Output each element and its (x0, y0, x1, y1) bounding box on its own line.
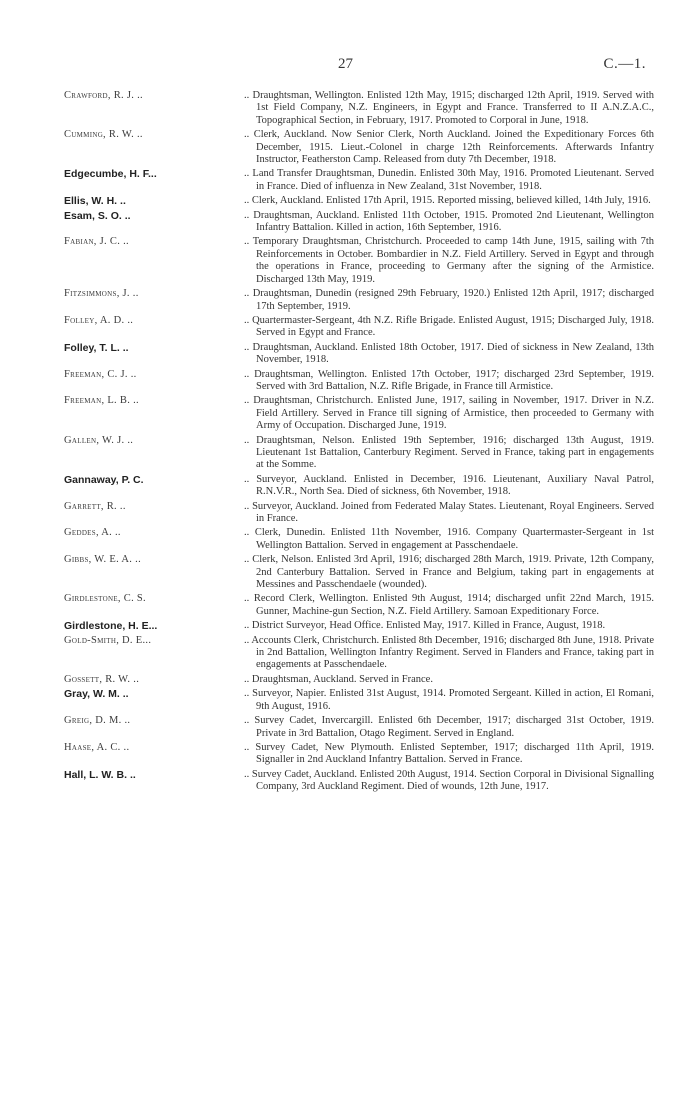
entry-name: Gossett, R. W. .. (64, 673, 140, 685)
entry-name: Gibbs, W. E. A. .. (64, 554, 141, 566)
list-item (64, 674, 654, 686)
entry-description: .. Draughtsman, Nelson. Enlisted 19th September, 1916; discharged 13th August, 1919. Lieutenant 1st Battalion, Canterbury Regiment. Served in France, taking part in engagements at the Somme. (244, 434, 654, 471)
list-item (64, 395, 654, 432)
entry-name: Greig, D. M. .. (64, 715, 131, 727)
entry-description: .. Survey Cadet, New Plymouth. Enlisted September, 1917; discharged 11th April, 1919. Signaller in 2nd Auckland Infantry Battalion. Served in France. (244, 741, 654, 766)
entry-description: .. Surveyor, Auckland. Joined from Federated Malay States. Lieutenant, Royal Engineers. Served in France. (244, 500, 654, 524)
list-item (64, 742, 654, 767)
entry-description: .. Quartermaster-Sergeant, 4th N.Z. Rifle Brigade. Enlisted August, 1915; Discharged July, 1918. Served in Egypt and France. (244, 314, 654, 339)
entry-name: Fitzsimmons, J. .. (64, 288, 139, 300)
entry-description: .. Clerk, Auckland. Now Senior Clerk, North Auckland. Joined the Expeditionary Forces 6th December, 1915. Lieut.-Colonel in charge 12th Reinforcements. Afterwards Infantry Instructor, Featherston Camp. Released from duty 7th December, 1918. (244, 129, 654, 166)
entry-description: .. Draughtsman, Christchurch. Enlisted June, 1917, sailing in November, 1917. Driver in N.Z. Field Artillery. Served in France till signing of Armistice, then proceeded to Germany with Army of Occupation. Discharged June, 1919. (244, 395, 654, 432)
entry-description: .. Clerk, Auckland. Enlisted 17th April, 1915. Reported missing, believed killed, 14th July, 1916. (244, 195, 651, 207)
entry-name: Edgecumbe, H. F... (64, 168, 157, 181)
entry-name: Folley, T. L. .. (64, 341, 129, 354)
list-item (64, 168, 654, 193)
entry-description: .. Survey Cadet, Auckland. Enlisted 20th August, 1914. Section Corporal in Divisional Signalling Company, 3rd Auckland Regiment. Died of wounds, 12th June, 1917. (244, 768, 654, 793)
list-item (64, 620, 654, 632)
entry-name: Hall, L. W. B. .. (64, 768, 136, 781)
entry-name: Crawford, R. J. .. (64, 90, 143, 101)
entry-description: .. Clerk, Dunedin. Enlisted 11th November, 1916. Company Quartermaster-Sergeant in 1st Wellington Battalion. Served in engagement at Passchendaele. (244, 527, 654, 551)
entry-name: Esam, S. O. .. (64, 209, 131, 222)
entry-name: Haase, A. C. .. (64, 741, 130, 753)
entry-name: Geddes, A. .. (64, 527, 121, 539)
list-item (64, 474, 654, 499)
list-item (64, 210, 654, 235)
list-item (64, 501, 654, 526)
entry-description: .. Draughtsman, Auckland. Enlisted 18th October, 1917. Died of sickness in New Zealand, 13th November, 1918. (244, 341, 654, 366)
list-item (64, 315, 654, 340)
entry-description: .. Draughtsman, Auckland. Served in France. (244, 673, 433, 685)
list-item (64, 527, 654, 552)
list-item (64, 435, 654, 472)
entry-name: Girdlestone, C. S. (64, 593, 146, 605)
entry-name: Ellis, W. H. .. (64, 195, 126, 208)
entry-name: Freeman, L. B. .. (64, 395, 139, 407)
list-item (64, 129, 654, 166)
entry-description: .. District Surveyor, Head Office. Enlisted May, 1917. Killed in France, August, 1918. (244, 620, 606, 632)
entry-name: Freeman, C. J. .. (64, 368, 137, 380)
list-item (64, 715, 654, 740)
list-item (64, 342, 654, 367)
entry-description: .. Survey Cadet, Invercargill. Enlisted 6th December, 1917; discharged 31st October, 1919. Private in 3rd Battalion, Otago Regiment. Served in England. (244, 715, 654, 739)
document-reference: C.—1. (603, 56, 646, 72)
entry-description: .. Draughtsman, Dunedin (resigned 29th February, 1920.) Enlisted 12th April, 1917; discharged 17th September, 1919. (244, 288, 654, 312)
roll-of-honour-list (64, 90, 654, 796)
entry-name: Gray, W. M. .. (64, 688, 129, 701)
entry-description: .. Temporary Draughtsman, Christchurch. Proceeded to camp 14th June, 1915, sailing with 7th Reinforcements in October. Bombardier in N.Z. Field Artillery. Served in Egypt and through the operations in France, proceeding to Germany after the signing of the Armistice. Discharged 13th May, 1919. (244, 236, 654, 285)
page-number: 27 (338, 56, 353, 72)
entry-description: .. Accounts Clerk, Christchurch. Enlisted 8th December, 1916; discharged 8th June, 1918. Private in 2nd Battalion, Wellington Infantry Regiment. Served in Flanders and France, taking part in engagements at Passchendaele. (244, 634, 654, 671)
entry-name: Girdlestone, H. E... (64, 620, 158, 633)
list-item (64, 593, 654, 618)
entry-description: .. Surveyor, Napier. Enlisted 31st August, 1914. Promoted Sergeant. Killed in action, El Romani, 9th August, 1916. (244, 688, 654, 712)
list-item (64, 635, 654, 672)
entry-name: Garrett, R. .. (64, 500, 126, 512)
entry-name: Gannaway, P. C. (64, 473, 144, 486)
list-item (64, 554, 654, 591)
entry-description: .. Draughtsman, Auckland. Enlisted 11th October, 1915. Promoted 2nd Lieutenant, Wellington Infantry Battalion. Killed in action, 16th September, 1916. (244, 209, 654, 234)
entry-description: .. Draughtsman, Wellington. Enlisted 12th May, 1915; discharged 12th April, 1919. Served with 1st Field Company, N.Z. Engineers, in Egypt and France. Transferred to II A.N.Z.A.C., Topographical Section, in February, 1917. Promoted to Corporal in June, 1918. (244, 90, 654, 126)
list-item (64, 288, 654, 313)
list-item (64, 195, 654, 207)
entry-description: .. Surveyor, Auckland. Enlisted in December, 1916. Lieutenant, Auxiliary Naval Patrol, R.N.V.R., North Sea. Died of sickness, 6th November, 1918. (244, 473, 654, 498)
entry-description: .. Clerk, Nelson. Enlisted 3rd April, 1916; discharged 28th March, 1919. Private, 12th Company, 2nd Canterbury Battalion. Served in France and Belgium, taking part in engagements at Messines and Passchendaele (wounded). (244, 554, 654, 591)
entry-name: Cumming, R. W. .. (64, 129, 143, 141)
list-item (64, 236, 654, 286)
entry-description: .. Draughtsman, Wellington. Enlisted 17th October, 1917; discharged 23rd September, 1919. Served with 3rd Battalion, N.Z. Rifle Brigade, in France till Armistice. (244, 368, 654, 392)
entry-name: Fabian, J. C. .. (64, 236, 129, 248)
list-item (64, 90, 654, 127)
entry-name: Folley, A. D. .. (64, 314, 134, 326)
list-item (64, 688, 654, 713)
entry-description: .. Record Clerk, Wellington. Enlisted 9th August, 1914; discharged unfit 22nd March, 1915. Gunner, Machine-gun Section, N.Z. Field Artillery. Samoan Expeditionary Force. (244, 593, 654, 617)
page-header (0, 56, 700, 76)
entry-name: Gallen, W. J. .. (64, 434, 134, 446)
list-item (64, 369, 654, 394)
list-item (64, 769, 654, 794)
entry-name: Gold-Smith, D. E... (64, 634, 152, 646)
entry-description: .. Land Transfer Draughtsman, Dunedin. Enlisted 30th May, 1916. Promoted Lieutenant. Served in France. Died of influenza in New Zealand, 31st November, 1918. (244, 168, 654, 192)
